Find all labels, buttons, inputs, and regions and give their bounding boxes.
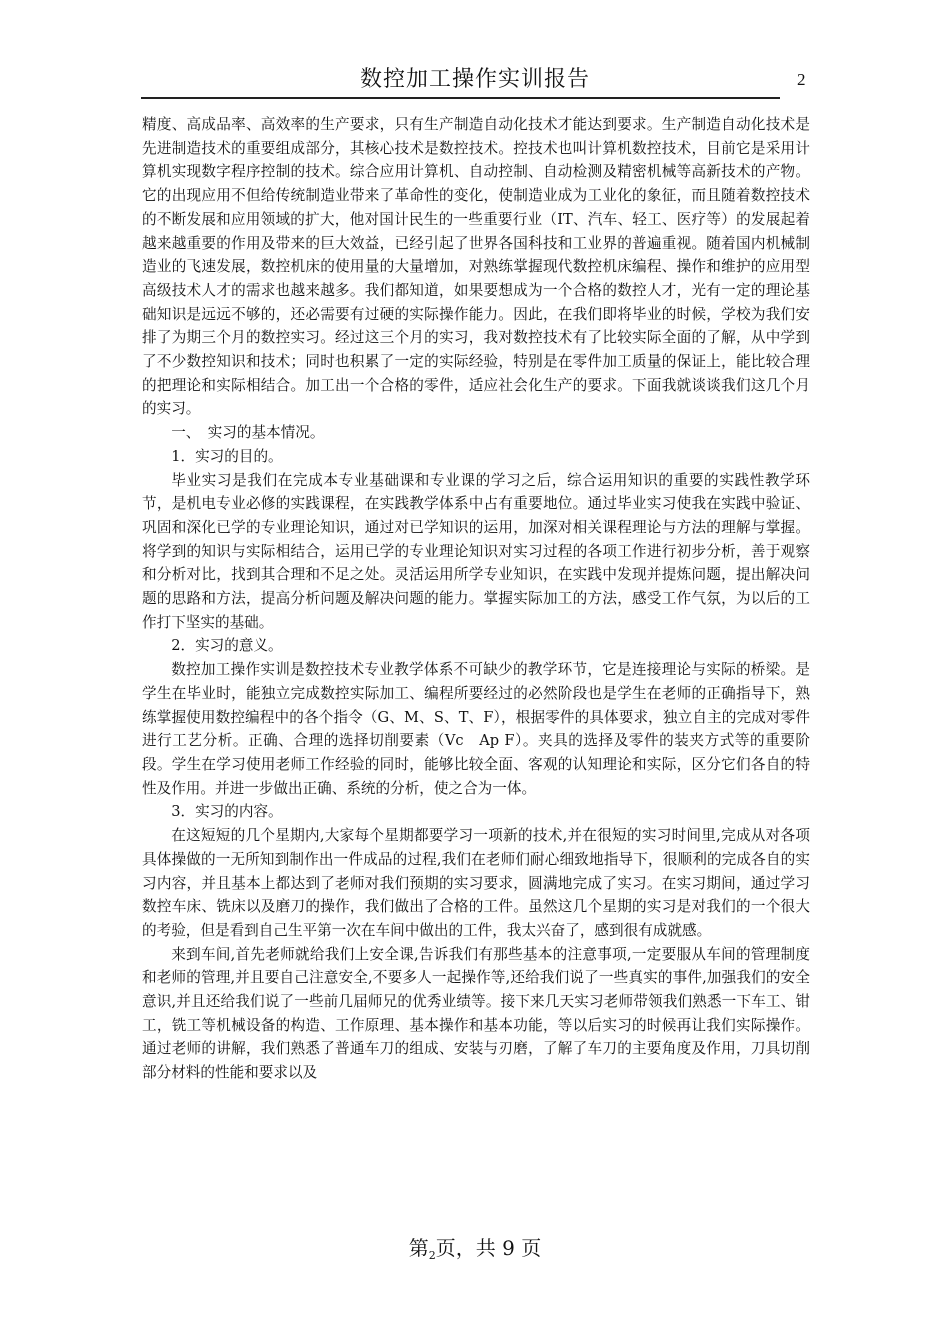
- header-divider: [141, 97, 780, 99]
- page-title: 数控加工操作实训报告: [359, 67, 590, 92]
- paragraph: 毕业实习是我们在完成本专业基础课和专业课的学习之后，综合运用知识的重要的实践性教学环节，是机电专业必修的实践课程，在实践教学体系中占有重要地位。通过毕业实习使我在实践中验证、巩固和深化已学的专业理论知识，通过对已学知识的运用，加深对相关课程理论与方法的理解与掌握。将学到的知识与实际相结合，运用已学的专业理论知识对实习过程的各项工作进行初步分析，善于观察和分析对比，找到其合理和不足之处。灵活运用所学专业知识，在实践中发现并提炼问题，提出解决问题的思路和方法，提高分析问题及解决问题的能力。掌握实际加工的方法，感受工作气氛，为以后的工作打下坚实的基础。: [142, 471, 810, 631]
- page-footer: [0, 1232, 950, 1262]
- subsection-heading: 1．实习的目的。: [171, 447, 283, 465]
- paragraph: 精度、高成品率、高效率的生产要求，只有生产制造自动化技术才能达到要求。生产制造自动化技术是先进制造技术的重要组成部分，其核心技术是数控技术。控技术也叫计算机数控技术，目前它是采用计算机实现数字程序控制的技术。综合应用计算机、自动控制、自动检测及精密机械等高新技术的产物。它的出现应用不但给传统制造业带来了革命性的变化，使制造业成为工业化的象征，而且随着数控技术的不断发展和应用领域的扩大，他对国计民生的一些重要行业（IT、汽车、轻工、医疗等）的发展起着越来越重要的作用及带来的巨大效益，已经引起了世界各国科技和工业界的普遍重视。随着国内机械制造业的飞速发展，数控机床的使用量的大量增加，对熟练掌握现代数控机床编程、操作和维护的应用型高级技术人才的需求也越来越多。我们都知道，如果要想成为一个合格的数控人才，光有一定的理论基础知识是远远不够的，还必需要有过硬的实际操作能力。因此，在我们即将毕业的时候，学校为我们安排了为期三个月的数控实习。经过这三个月的实习，我对数控技术有了比较实际全面的了解，从中学到了不少数控知识和技术；同时也积累了一定的实际经验，特别是在零件加工质量的保证上，能比较合理的把理论和实际相结合。加工出一个合格的零件，适应社会化生产的要求。下面我就谈谈我们这几个月的实习。: [142, 116, 810, 418]
- footer-page-number: 2: [428, 1249, 436, 1262]
- paragraph: 在这短短的几个星期内,大家每个星期都要学习一项新的技术,并在很短的实习时间里,完成从对各项具体操做的一无所知到制作出一件成品的过程,我们在老师们耐心细致地指导下，很顺利的完成各自的实习内容，并且基本上都达到了老师对我们预期的实习要求，圆满地完成了实习。在实习期间，通过学习数控车床、铣床以及磨刀的操作，我们做出了合格的工件。虽然这几个星期的实习是对我们的一个很大的考验，但是看到自己生平第一次在车间中做出的工件，我太兴奋了，感到很有成就感。: [142, 827, 810, 939]
- footer-prefix: 第: [408, 1236, 429, 1260]
- subsection-heading: 3．实习的内容。: [171, 803, 283, 821]
- paragraph: 来到车间,首先老师就给我们上安全课,告诉我们有那些基本的注意事项,一定要服从车间的管理制度和老师的管理,并且要自己注意安全,不要多人一起操作等,还给我们说了一些真实的事件,加强我们的安全意识,并且还给我们说了一些前几届师兄的优秀业绩等。接下来几天实习老师带领我们熟悉一下车工、钳工，铣工等机械设备的构造、工作原理、基本操作和基本功能，等以后实习的时候再让我们实际操作。通过老师的讲解，我们熟悉了普通车刀的组成、安装与刃磨，了解了车刀的主要角度及作用，刀具切削部分材料的性能和要求以及: [142, 945, 810, 1082]
- body-text: [142, 113, 810, 1085]
- footer-suffix: 页，共 9 页: [435, 1236, 542, 1260]
- header-page-number: 2: [797, 70, 806, 89]
- subsection-heading: 2．实习的意义。: [171, 637, 283, 655]
- paragraph: 数控加工操作实训是数控技术专业教学体系不可缺少的教学环节，它是连接理论与实际的桥梁。是学生在毕业时，能独立完成数控实际加工、编程所要经过的必然阶段也是学生在老师的正确指导下，熟练掌握使用数控编程中的各个指令（G、M、S、T、F），根据零件的具体要求，独立自主的完成对零件进行工艺分析。正确、合理的选择切削要素（Vc Ap F）。夹具的选择及零件的装夹方式等的重要阶段。学生在学习使用老师工作经验的同时，能够比较全面、客观的认知理论和实际，区分它们各自的特性及作用。并进一步做出正确、系统的分析，使之合为一体。: [142, 661, 810, 797]
- section-heading: 一、 实习的基本情况。: [171, 424, 325, 442]
